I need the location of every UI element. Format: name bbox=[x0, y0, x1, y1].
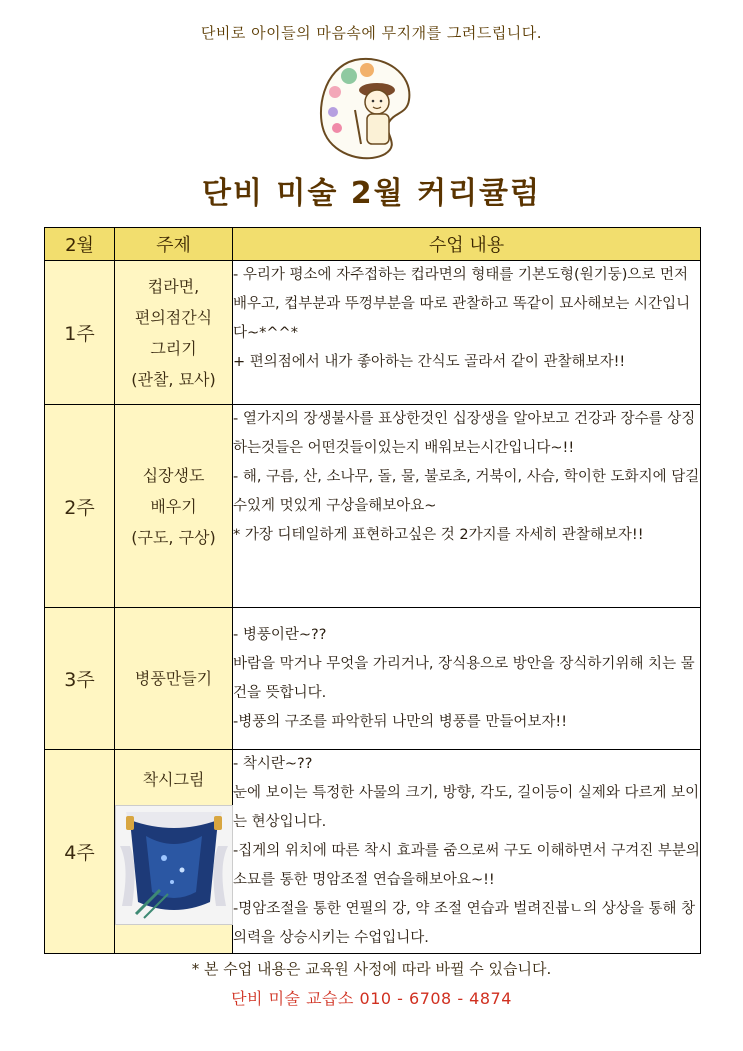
table-row bbox=[45, 405, 701, 608]
content-line: -병풍의 구조를 파악한뒤 나만의 병풍를 만들어보자!! bbox=[233, 713, 568, 730]
content-line: - 착시란~?? bbox=[233, 756, 313, 772]
topic-line: (관찰, 묘사) bbox=[131, 369, 216, 389]
content-line: -명암조절을 통한 연필의 강, 약 조절 연습과 벌려진붑ㄴ의 상상을 통해 창의력을 상승시키는 수업입니다. bbox=[233, 901, 696, 946]
notice-text: * 본 수업 내용은 교육원 사정에 따라 바뀔 수 있습니다. bbox=[191, 960, 552, 978]
content-line: - 해, 구름, 산, 소나무, 돌, 물, 불로초, 거북이, 사슴, 학이한 도화지에 담길수있게 멋있게 구상을해보아요~ bbox=[233, 469, 700, 514]
table-header-row bbox=[45, 228, 701, 261]
topic-line: 병풍만들기 bbox=[134, 669, 213, 688]
content-line: - 병풍이란~?? bbox=[233, 626, 327, 643]
topic-cell bbox=[115, 750, 233, 954]
column-header-content: 수업 내용 bbox=[233, 228, 701, 261]
curriculum-table bbox=[44, 227, 701, 954]
week-cell: 2주 bbox=[45, 405, 115, 608]
topic-line: 착시그림 bbox=[142, 770, 205, 789]
topic-cell bbox=[115, 261, 233, 405]
contact-phone: 단비 미술 교습소 010 - 6708 - 4874 bbox=[231, 989, 512, 1008]
content-cell bbox=[233, 261, 701, 405]
content-line: 바람을 막거나 무엇을 가리거나, 장식용으로 방안을 장식하기위해 치는 물건을 뜻합니다. bbox=[233, 655, 695, 701]
topic-cell bbox=[115, 405, 233, 608]
content-line: * 가장 디테일하게 표현하고싶은 것 2가지를 자세히 관찰해보자!! bbox=[233, 527, 644, 543]
content-line: 눈에 보이는 특정한 사물의 크기, 방향, 각도, 길이등이 실제와 다르게 보이는 현상입니다. bbox=[233, 785, 700, 830]
content-line: - 우리가 평소에 자주접하는 컵라면의 형태를 기본도형(원기둥)으로 먼저 배우고, 컵부분과 뚜껑부분을 따로 관찰하고 똑같이 묘사해보는 시간입니다~*^^* bbox=[233, 267, 691, 341]
topic-cell bbox=[115, 608, 233, 750]
column-header-topic: 주제 bbox=[115, 228, 233, 261]
topic-line: (구도, 구상) bbox=[131, 527, 216, 547]
artist-palette-logo bbox=[315, 52, 415, 164]
optical-illusion-artwork-photo bbox=[115, 805, 233, 925]
topic-line: 배우기 bbox=[150, 496, 197, 516]
week-cell: 4주 bbox=[45, 750, 115, 954]
topic-line: 편의점간식 bbox=[134, 307, 213, 327]
table-row bbox=[45, 608, 701, 750]
table-row bbox=[45, 261, 701, 405]
page-title: 단비 미술 2월 커리큘럼 bbox=[201, 176, 542, 211]
topic-line: 그리기 bbox=[150, 338, 197, 358]
content-line: - 열가지의 장생불사를 표상한것인 십장생을 알아보고 건강과 장수를 상징하는것들은 어떤것들이있는지 배워보는시간입니다~!! bbox=[233, 411, 696, 456]
content-cell bbox=[233, 608, 701, 750]
content-line: + 편의점에서 내가 좋아하는 간식도 골라서 같이 관찰해보자!! bbox=[233, 354, 626, 370]
column-header-month: 2월 bbox=[45, 228, 115, 261]
week-cell: 1주 bbox=[45, 261, 115, 405]
topic-line: 십장생도 bbox=[142, 465, 205, 485]
content-cell bbox=[233, 405, 701, 608]
content-line: -집게의 위치에 따른 착시 효과를 줌으로써 구도 이해하면서 구겨진 부분의 소묘를 통한 명암조절 연습을해보아요~!! bbox=[233, 843, 700, 888]
topic-line: 컵라면, bbox=[147, 276, 200, 296]
week-cell: 3주 bbox=[45, 608, 115, 750]
tagline: 단비로 아이들의 마음속에 무지개를 그려드립니다. bbox=[200, 24, 543, 42]
table-row bbox=[45, 750, 701, 954]
content-cell bbox=[233, 750, 701, 954]
